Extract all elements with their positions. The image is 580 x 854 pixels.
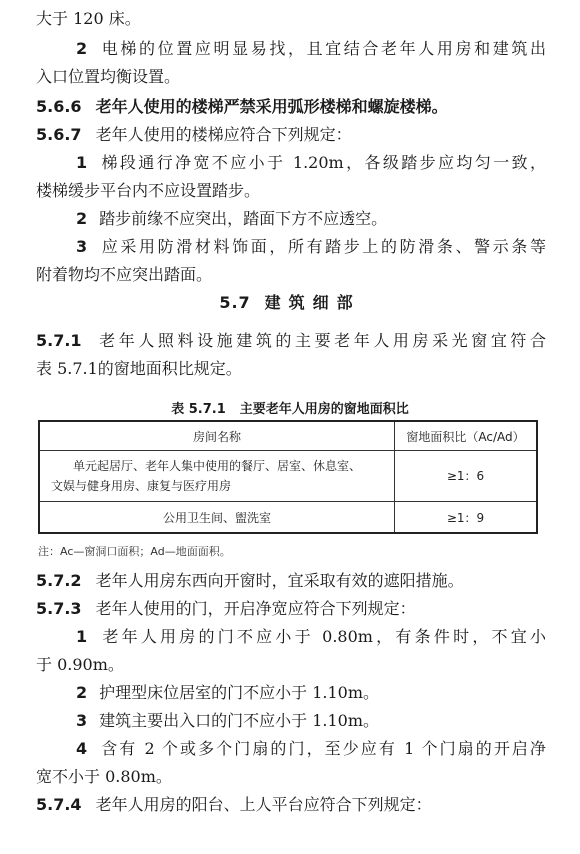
header-room-name: 房间名称 xyxy=(39,421,395,451)
paragraph-text: 楼梯缓步平台内不应设置踏步。 xyxy=(36,181,261,200)
paragraph-text: 踏步前缘不应突出，踏面下方不应透空。 xyxy=(99,209,388,228)
clause-5-7-3 xyxy=(36,598,546,620)
ratio-cell: ≥1：9 xyxy=(395,502,538,534)
table-title: 主要老年人用房的窗地面积比 xyxy=(239,402,409,417)
clause-number: 5.6.7 xyxy=(36,125,82,144)
paragraph-text: 附着物均不应突出踏面。 xyxy=(36,265,213,284)
clause-text: 老年人使用的楼梯应符合下列规定： xyxy=(95,125,352,144)
room-name-line: 文娱与健身用房、康复与医疗用房 xyxy=(51,479,232,493)
text-line xyxy=(36,8,546,30)
list-item xyxy=(76,710,546,732)
text-line xyxy=(36,264,546,286)
room-name-cell: 公用卫生间、盥洗室 xyxy=(39,502,395,534)
paragraph-text: 于 0.90m。 xyxy=(36,655,124,674)
paragraph-text: 宽不小于 0.80m。 xyxy=(36,767,172,786)
list-item xyxy=(76,682,546,704)
header-ratio-text: 窗地面积比（Ac/Ad） xyxy=(406,429,525,444)
item-number: 3 xyxy=(76,711,88,730)
clause-text: 老年人用房东西向开窗时，宜采取有效的遮阳措施。 xyxy=(95,571,464,590)
table-row xyxy=(39,502,537,534)
table-number: 表 5.7.1 xyxy=(171,402,226,417)
table-note: 注：Ac—窗洞口面积；Ad—地面面积。 xyxy=(38,545,231,558)
list-item xyxy=(76,626,546,648)
table-header-row xyxy=(39,421,537,451)
paragraph-text: 建筑主要出入口的门不应小于 1.10m。 xyxy=(99,711,380,730)
text-line xyxy=(36,654,546,676)
item-number: 4 xyxy=(76,739,88,758)
clause-number: 5.6.6 xyxy=(36,97,82,116)
item-number: 3 xyxy=(76,237,88,256)
clause-text: 老年人使用的楼梯严禁采用弧形楼梯和螺旋楼梯。 xyxy=(95,97,448,116)
list-item xyxy=(76,236,546,258)
clause-number: 5.7.2 xyxy=(36,571,82,590)
item-number: 2 xyxy=(76,683,88,702)
item-number: 2 xyxy=(76,39,88,58)
item-number: 2 xyxy=(76,209,88,228)
clause-text: 老年人用房的阳台、上人平台应符合下列规定： xyxy=(95,795,432,814)
table-caption xyxy=(0,398,580,417)
ratio-cell: ≥1：6 xyxy=(395,451,538,502)
list-item xyxy=(76,738,546,760)
paragraph-text: 应采用防滑材料饰面，所有踏步上的防滑条、警示条等 xyxy=(99,237,546,256)
room-name-cell xyxy=(39,451,395,502)
table-row xyxy=(39,451,537,502)
section-title: 建筑细部 xyxy=(264,293,361,312)
item-number: 1 xyxy=(76,153,88,172)
list-item xyxy=(76,38,546,60)
clause-5-6-6 xyxy=(36,96,546,118)
paragraph-text: 入口位置均衡设置。 xyxy=(36,67,181,86)
clause-number: 5.7.1 xyxy=(36,331,82,350)
text-line xyxy=(36,66,546,88)
clause-text: 老年人使用的门，开启净宽应符合下列规定： xyxy=(95,599,416,618)
room-name-line: 单元起居厅、老年人集中使用的餐厅、居室、休息室、 xyxy=(72,459,361,473)
paragraph-text: 梯段通行净宽不应小于 1.20m，各级踏步应均匀一致， xyxy=(99,153,546,172)
text-line xyxy=(36,358,546,380)
text-line xyxy=(36,766,546,788)
section-heading xyxy=(0,290,580,313)
list-item xyxy=(76,152,546,174)
clause-5-7-1 xyxy=(36,330,546,352)
section-number: 5.7 xyxy=(219,293,251,312)
clause-number: 5.7.3 xyxy=(36,599,82,618)
clause-text: 老年人照料设施建筑的主要老年人用房采光窗宜符合 xyxy=(95,331,546,350)
item-number: 1 xyxy=(76,627,88,646)
paragraph-text: 护理型床位居室的门不应小于 1.10m。 xyxy=(99,683,380,702)
paragraph-text: 表 5.7.1的窗地面积比规定。 xyxy=(36,359,242,378)
clause-5-7-4 xyxy=(36,794,546,816)
paragraph-text: 老年人用房的门不应小于 0.80m，有条件时，不宜小 xyxy=(99,627,546,646)
header-ratio xyxy=(395,421,538,451)
paragraph-text: 含有 2 个或多个门扇的门，至少应有 1 个门扇的开启净 xyxy=(99,739,546,758)
list-item xyxy=(76,208,546,230)
text-line xyxy=(36,180,546,202)
paragraph-text: 电梯的位置应明显易找，且宜结合老年人用房和建筑出 xyxy=(99,39,546,58)
clause-5-6-7 xyxy=(36,124,546,146)
clause-5-7-2 xyxy=(36,570,546,592)
clause-number: 5.7.4 xyxy=(36,795,82,814)
window-floor-ratio-table xyxy=(38,420,538,534)
paragraph-text: 大于 120 床。 xyxy=(36,9,141,28)
